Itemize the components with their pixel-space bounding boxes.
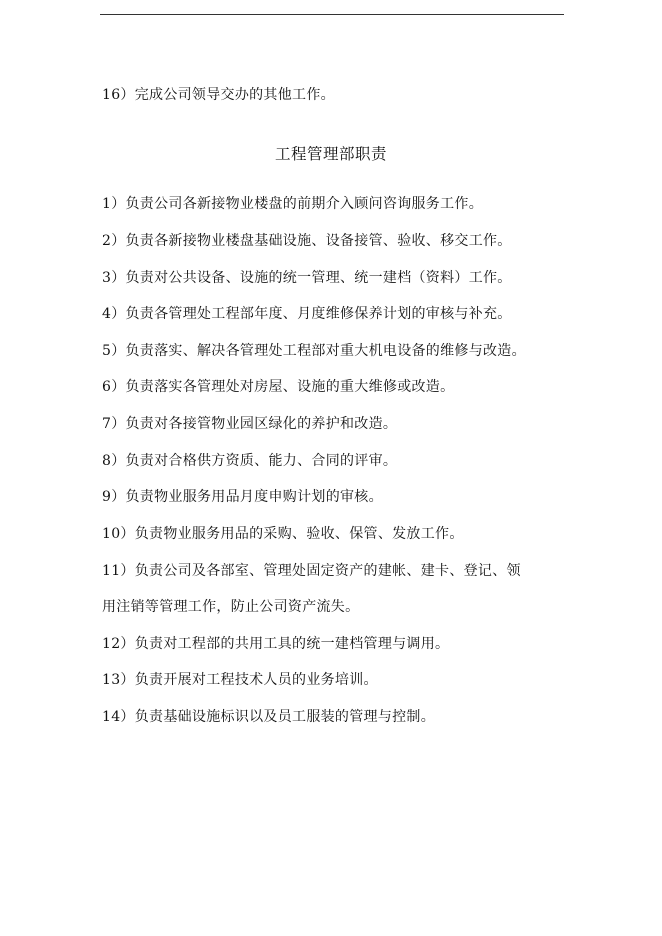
duty-item-7: 7）负责对各接管物业园区绿化的养护和改造。 [102,416,398,432]
duty-item-2: 2）负责各新接物业楼盘基础设施、设备接管、验收、移交工作。 [102,233,512,249]
lead-item: 16）完成公司领导交办的其他工作。 [102,87,335,103]
duty-item-11: 11）负责公司及各部室、管理处固定资产的建帐、建卡、登记、领 [102,563,521,579]
header-rule [100,14,564,15]
duty-item-6: 6）负责落实各管理处对房屋、设施的重大维修或改造。 [102,379,455,395]
duty-item-13: 13）负责开展对工程技术人员的业务培训。 [102,672,378,688]
duty-item-12: 12）负责对工程部的共用工具的统一建档管理与调用。 [102,636,450,652]
section-title: 工程管理部职责 [274,145,387,163]
duty-item-4: 4）负责各管理处工程部年度、月度维修保养计划的审核与补充。 [102,306,512,322]
duty-item-10: 10）负责物业服务用品的采购、验收、保管、发放工作。 [102,526,464,542]
duty-item-1: 1）负责公司各新接物业楼盘的前期介入顾问咨询服务工作。 [102,196,484,212]
duty-item-5: 5）负责落实、解决各管理处工程部对重大机电设备的维修与改造。 [102,343,526,359]
duty-item-3: 3）负责对公共设备、设施的统一管理、统一建档（资料）工作。 [102,270,512,286]
duty-item-8: 8）负责对合格供方资质、能力、合同的评审。 [102,453,398,469]
duty-item-11-continued: 用注销等管理工作，防止公司资产流失。 [102,599,360,615]
duty-item-9: 9）负责物业服务用品月度申购计划的审核。 [102,489,383,505]
duty-item-14: 14）负责基础设施标识以及员工服装的管理与控制。 [102,709,436,725]
